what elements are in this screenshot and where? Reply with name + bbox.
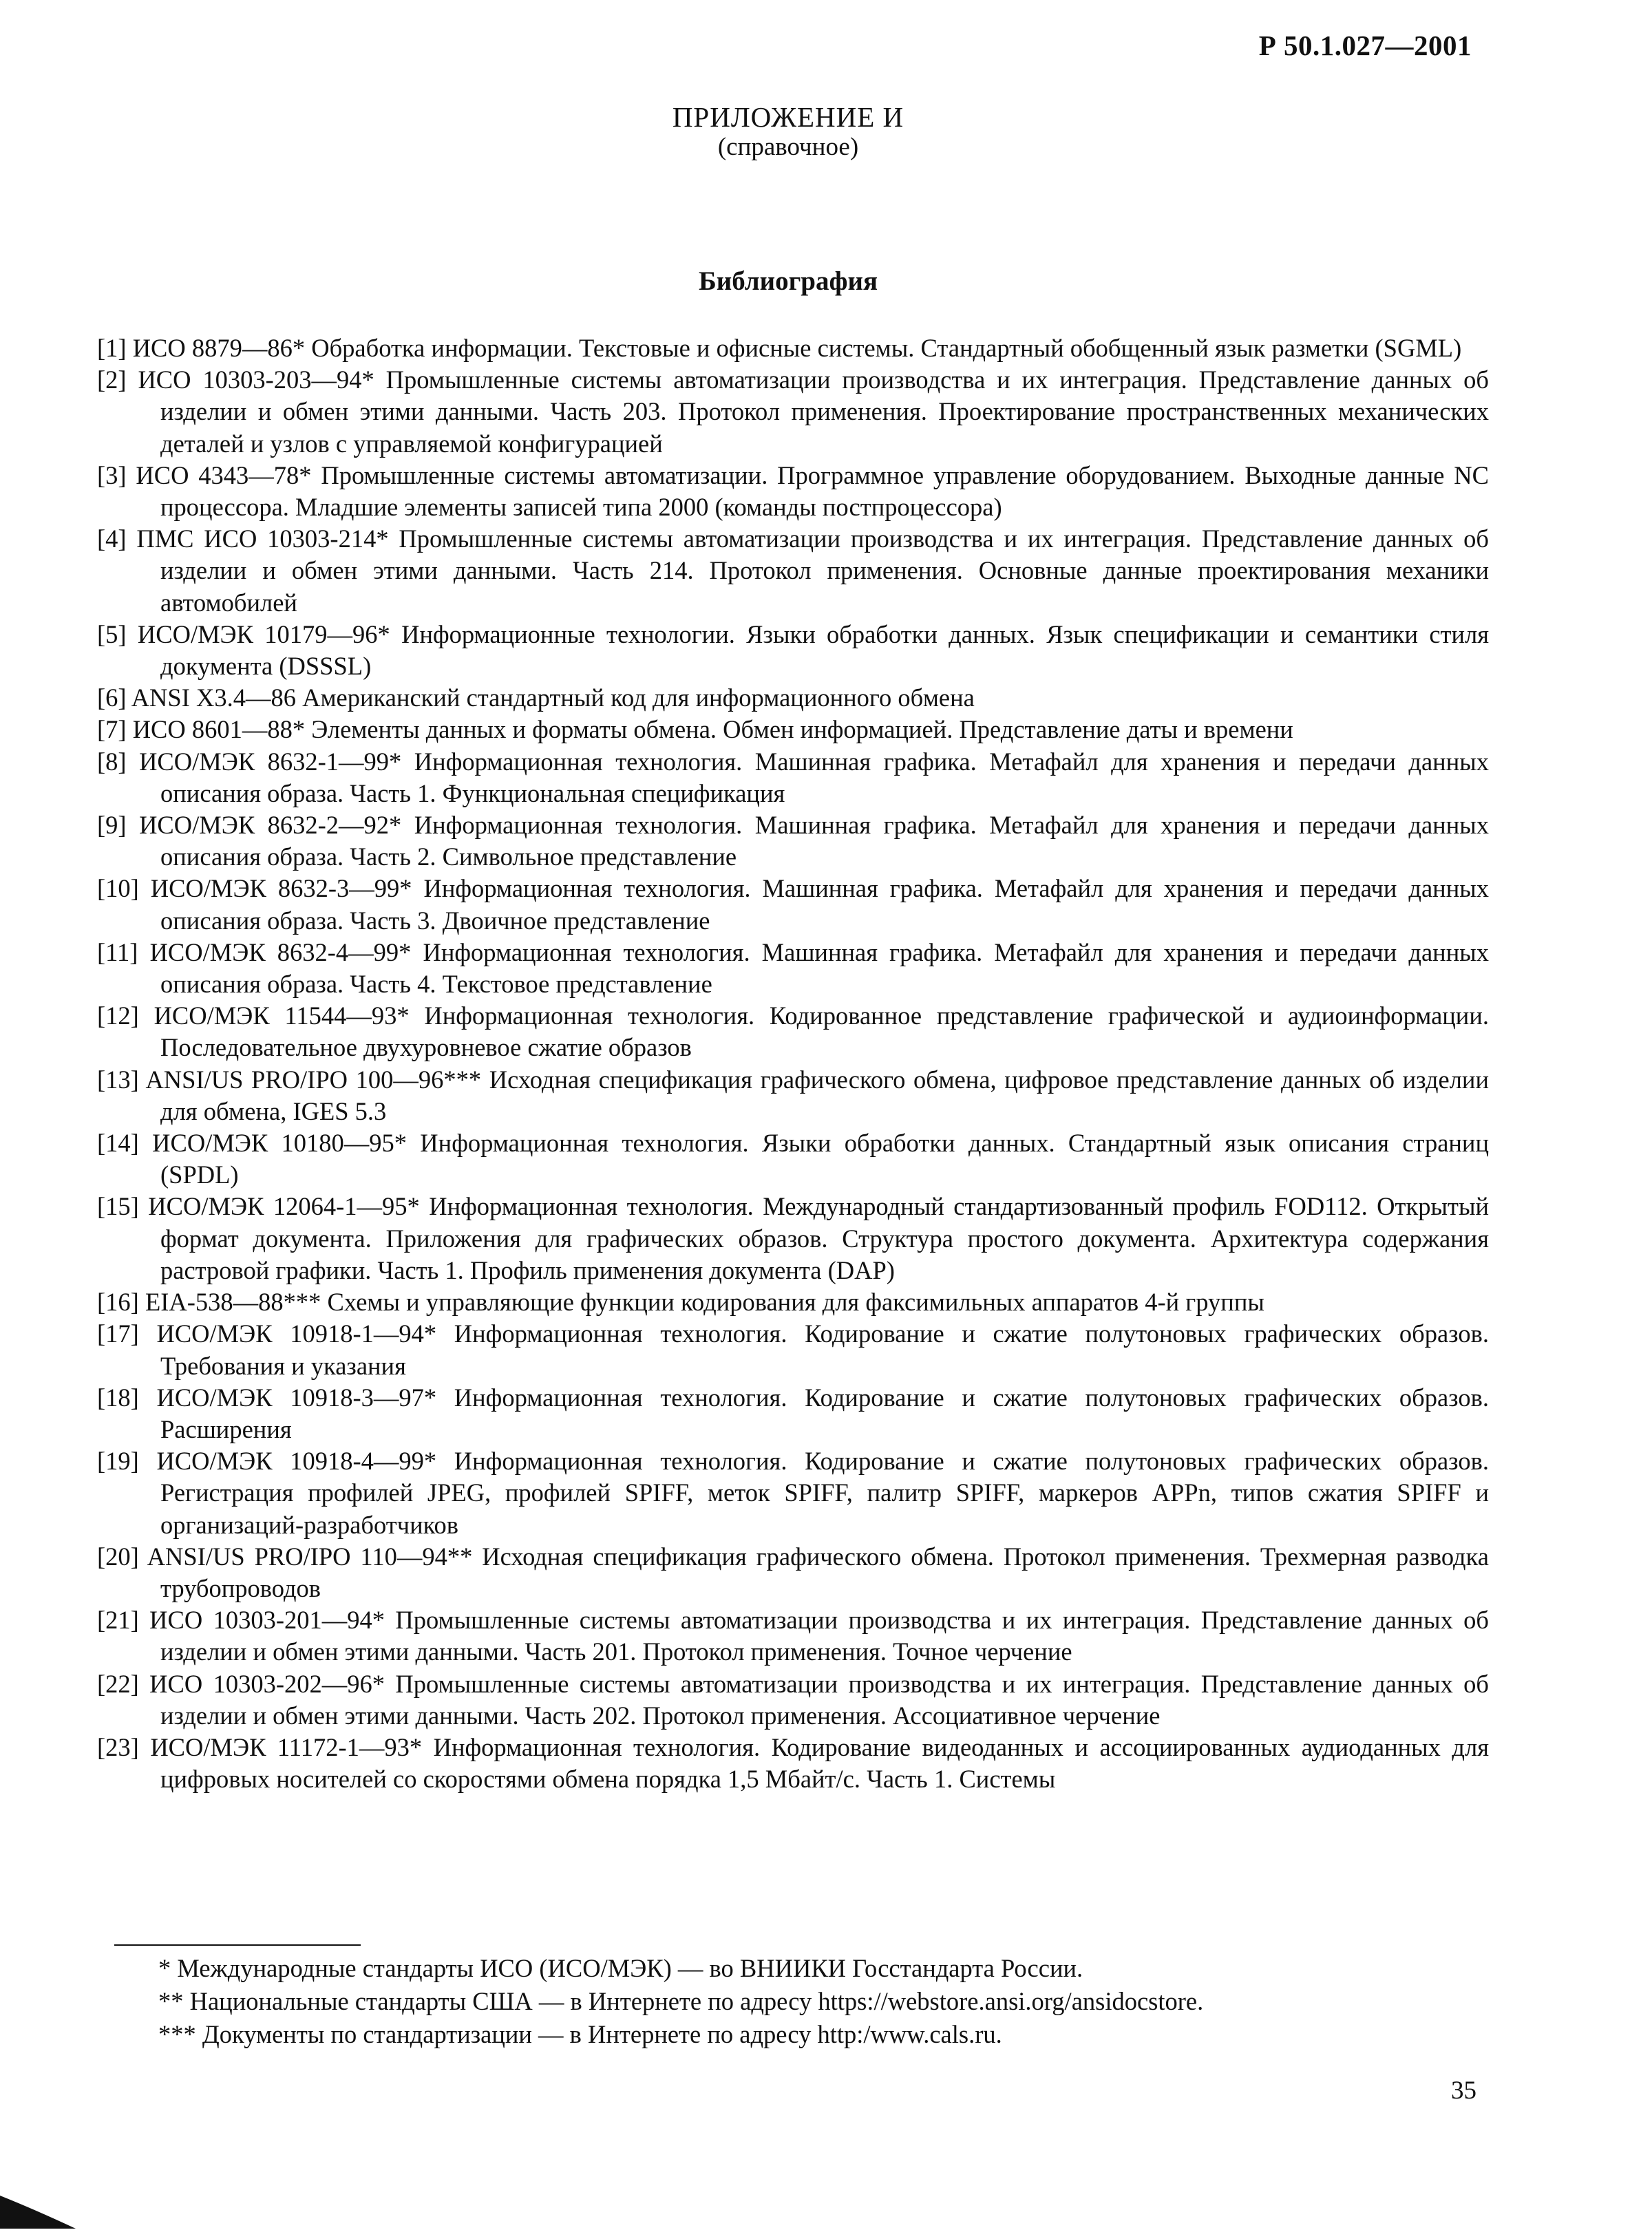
footnote: * Международные стандарты ИСО (ИСО/МЭК) — во ВНИИКИ Госстандарта России.: [158, 1954, 1083, 1982]
bibliography-entry: [97, 1382, 1489, 1445]
entry-number: [16]: [97, 1288, 139, 1317]
entry-text: ИСО 4343—78* Промышленные системы автоматизации. Программное управление оборудованием. Выходные данные NC процессора. Младшие элементы записей типа 2000 (команды постпроцессора): [136, 460, 1490, 522]
bibliography-entry: [97, 523, 1489, 619]
bibliography-entry: [97, 809, 1489, 873]
entry-text: ANSI/US PRO/IPO 110—94** Исходная спецификация графического обмена. Протокол применения. Трехмерная разводка трубопроводов: [147, 1542, 1489, 1602]
entry-text: ИСО/МЭК 8632-1—99* Информационная технология. Машинная графика. Метафайл для хранения и передачи данных описания образа. Часть 1. Функциональная спецификация: [139, 747, 1489, 807]
appendix-title: ПРИЛОЖЕНИЕ И: [672, 101, 904, 133]
entry-number: [9]: [97, 811, 127, 840]
bibliography-list: [97, 332, 1489, 1795]
entry-number: [11]: [97, 937, 138, 966]
bibliography-entry: [97, 460, 1489, 523]
entry-text: ИСО/МЭК 8632-3—99* Информационная технология. Машинная графика. Метафайл для хранения и передачи данных описания образа. Часть 3. Двоичное представление: [150, 874, 1490, 935]
entry-text: ИСО 10303-201—94* Промышленные системы автоматизации производства и их интеграция. Представление данных об изделии и обмен этими данными. Часть 201. Протокол применения. Точное черчение: [149, 1606, 1489, 1666]
footnote: *** Документы по стандартизации — в Интернете по адресу http:/www.cals.ru.: [158, 2020, 1002, 2048]
entry-number: [17]: [97, 1319, 139, 1348]
entry-text: ПМС ИСО 10303-214* Промышленные системы автоматизации производства и их интеграция. Представление данных об изделии и обмен этими данными. Часть 214. Протокол применения. Основные данные проектирования механики автомобилей: [136, 524, 1489, 617]
entry-text: ИСО 10303-203—94* Промышленные системы автоматизации производства и их интеграция. Представление данных об изделии и обмен этими данными. Часть 203. Протокол применения. Проектирование пространственных механических деталей и узлов с управляемой конфигурацией: [138, 365, 1489, 458]
bibliography-entry: [97, 746, 1489, 809]
entry-text: ИСО/МЭК 10918-1—94* Информационная технология. Кодирование и сжатие полутоновых графических образов. Требования и указания: [156, 1319, 1489, 1380]
bibliography-entry: [97, 1286, 1489, 1318]
footnote: ** Национальные стандарты США — в Интернете по адресу https://webstore.ansi.org/ansidocstore.: [158, 1987, 1204, 2015]
document-code: Р 50.1.027—2001: [1258, 30, 1472, 61]
entry-text: ИСО/МЭК 12064-1—95* Информационная технология. Международный стандартизованный профиль FOD112. Открытый формат документа. Приложения для графических образов. Структура простого документа. Архитектура содержания растровой графики. Часть 1. Профиль применения документа (DAP): [148, 1192, 1490, 1284]
bibliography-entry: [97, 1000, 1489, 1063]
bibliography-entry: [97, 1064, 1489, 1127]
entry-number: [14]: [97, 1129, 139, 1158]
entry-number: [7]: [97, 715, 127, 744]
entry-number: [22]: [97, 1669, 139, 1698]
entry-number: [12]: [97, 1001, 139, 1030]
bibliography-entry: [97, 1191, 1489, 1286]
entry-number: [1]: [97, 334, 127, 362]
bibliography-entry: [97, 873, 1489, 936]
entry-number: [15]: [97, 1192, 139, 1221]
entry-text: ИСО/МЭК 10180—95* Информационная технология. Языки обработки данных. Стандартный язык описания страниц (SPDL): [152, 1129, 1489, 1189]
entry-number: [3]: [97, 460, 127, 489]
entry-number: [5]: [97, 619, 127, 648]
entry-text: EIA-538—88*** Схемы и управляющие функции кодирования для факсимильных аппаратов 4-й группы: [145, 1288, 1264, 1317]
entry-number: [8]: [97, 747, 127, 776]
entry-text: ИСО 10303-202—96* Промышленные системы автоматизации производства и их интеграция. Представление данных об изделии и обмен этими данными. Часть 202. Протокол применения. Ассоциативное черчение: [149, 1669, 1489, 1730]
entry-text: ИСО 8601—88* Элементы данных и форматы обмена. Обмен информацией. Представление даты и времени: [132, 715, 1293, 744]
appendix-subtitle: (справочное): [717, 133, 859, 161]
bibliography-entry: [97, 714, 1489, 745]
entry-text: ИСО/МЭК 8632-4—99* Информационная технология. Машинная графика. Метафайл для хранения и передачи данных описания образа. Часть 4. Текстовое представление: [149, 937, 1490, 999]
page-number: 35: [1451, 2077, 1476, 2105]
entry-number: [6]: [97, 683, 127, 712]
entry-text: ANSI X3.4—86 Американский стандартный код для информационного обмена: [131, 683, 975, 712]
bibliography-entry: [97, 1318, 1489, 1381]
entry-number: [18]: [97, 1383, 139, 1412]
entry-text: ИСО/МЭК 8632-2—92* Информационная технология. Машинная графика. Метафайл для хранения и передачи данных описания образа. Часть 2. Символьное представление: [139, 811, 1489, 871]
bibliography-entry: [97, 619, 1489, 682]
footnotes: [158, 1952, 1466, 2051]
bibliography-title: Библиография: [698, 266, 878, 296]
bibliography-entry: [97, 364, 1489, 460]
bibliography-entry: [97, 332, 1489, 364]
entry-number: [23]: [97, 1732, 139, 1761]
entry-number: [21]: [97, 1606, 139, 1635]
bibliography-entry: [97, 1732, 1489, 1795]
entry-text: ИСО 8879—86* Обработка информации. Текстовые и офисные системы. Стандартный обобщенный язык разметки (SGML): [132, 334, 1462, 362]
bibliography-entry: [97, 682, 1489, 714]
footnote-divider: [114, 1944, 361, 1946]
entry-number: [20]: [97, 1542, 139, 1571]
entry-text: ИСО/МЭК 10179—96* Информационные технологии. Языки обработки данных. Язык спецификации и семантики стиля документа (DSSSL): [137, 619, 1490, 681]
entry-number: [13]: [97, 1065, 139, 1094]
entry-text: ИСО/МЭК 11172-1—93* Информационная технология. Кодирование видеоданных и ассоциированных аудиоданных для цифровых носителей со скоростями обмена порядка 1,5 Мбайт/с. Часть 1. Системы: [150, 1732, 1489, 1794]
entry-number: [4]: [97, 524, 127, 553]
entry-text: ИСО/МЭК 10918-4—99* Информационная технология. Кодирование и сжатие полутоновых графических образов. Регистрация профилей JPEG, профилей SPIFF, меток SPIFF, палитр SPIFF, маркеров APPn, типов сжатия SPIFF и организаций-разработчиков: [156, 1447, 1489, 1539]
entry-text: ANSI/US PRO/IPO 100—96*** Исходная спецификация графического обмена, цифровое представление данных об изделии для обмена, IGES 5.3: [145, 1065, 1489, 1125]
bibliography-entry: [97, 937, 1489, 1000]
bibliography-entry: [97, 1668, 1489, 1732]
scan-edge-mark: [0, 2168, 83, 2230]
entry-number: [2]: [97, 365, 127, 394]
bibliography-entry: [97, 1541, 1489, 1604]
entry-number: [10]: [97, 874, 139, 903]
entry-text: ИСО/МЭК 11544—93* Информационная технология. Кодированное представление графической и аудиоинформации. Последовательное двухуровневое сжатие образов: [153, 1001, 1490, 1062]
entry-number: [19]: [97, 1447, 139, 1476]
bibliography-entry: [97, 1604, 1489, 1668]
entry-text: ИСО/МЭК 10918-3—97* Информационная технология. Кодирование и сжатие полутоновых графических образов. Расширения: [156, 1383, 1489, 1443]
bibliography-entry: [97, 1445, 1489, 1541]
bibliography-entry: [97, 1127, 1489, 1191]
